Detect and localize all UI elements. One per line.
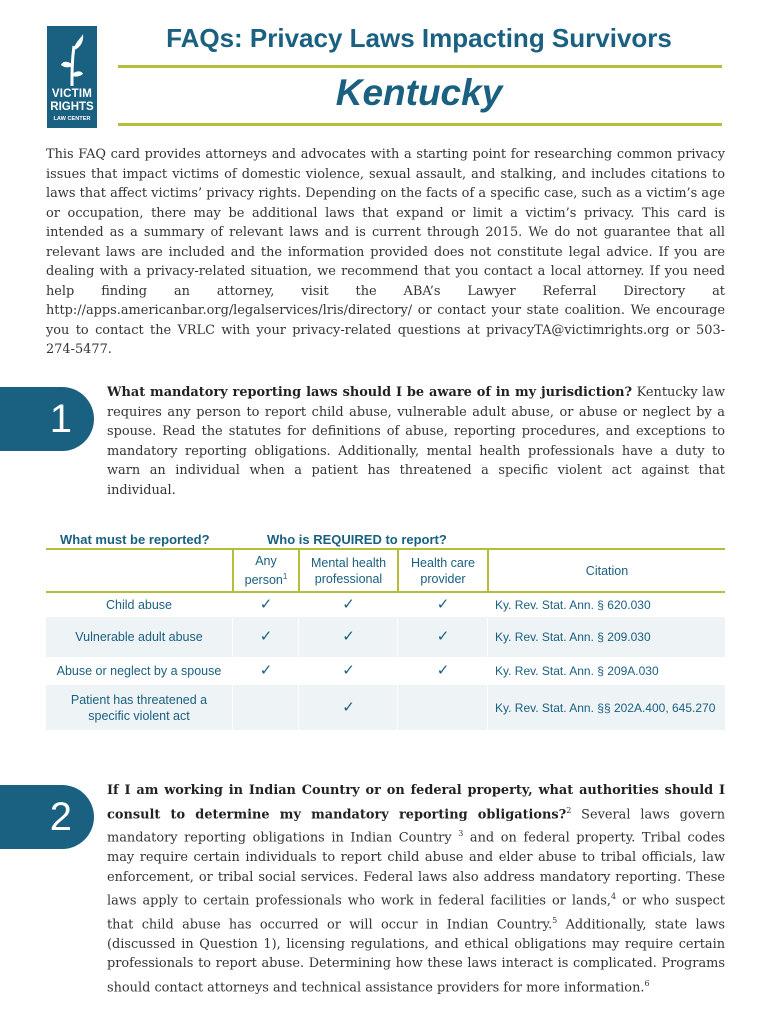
- logo-line-1: VICTIM: [51, 88, 93, 100]
- row-label-vulnerable-adult: Vulnerable adult abuse: [75, 630, 203, 644]
- footnote-ref: 6: [644, 978, 650, 988]
- question-1-answer: Kentucky law requires any person to report child abuse, vulnerable adult abuse, or abuse or neglect by a spouse. Read the statutes for definitions of abuse, reporting procedures, and exceptions to mandatory reporting obligations. Additionally, mental health professionals have a duty to warn an individual when a patient has threatened a specific violent act against that individual.: [107, 385, 725, 498]
- question-1-text: [107, 383, 725, 500]
- citation-child-abuse: Ky. Rev. Stat. Ann. § 620.030: [495, 598, 651, 612]
- table-col-sep-4: [487, 593, 488, 730]
- citation-threatened-violence: Ky. Rev. Stat. Ann. §§ 202A.400, 645.270: [495, 700, 716, 715]
- question-2-text: [107, 781, 725, 997]
- logo-line-2: RIGHTS: [50, 101, 94, 113]
- table-col-sep-2: [298, 593, 299, 730]
- state-rule: [118, 123, 722, 126]
- check-mark: ✓: [342, 596, 355, 613]
- table-top-rule: [46, 548, 725, 550]
- check-mark: ✓: [259, 662, 273, 679]
- check-mark: ✓: [436, 662, 450, 679]
- question-2-answer: or who suspect that child abuse has occurred or will occur in Indian Country.: [107, 893, 725, 933]
- footnote-ref: 4: [611, 892, 617, 902]
- check-mark: ✓: [342, 628, 355, 645]
- vrlc-logo: [47, 26, 97, 128]
- page-title: FAQs: Privacy Laws Impacting Survivors: [166, 23, 672, 53]
- check-mark: ✓: [259, 628, 273, 645]
- column-header-any-person: Any person$^1$: [244, 554, 288, 588]
- row-label-child-abuse: Child abuse: [105, 598, 172, 612]
- table-col-sep-1: [232, 593, 233, 730]
- title-rule: [118, 65, 722, 68]
- column-header-health-care: Health care provider: [411, 556, 475, 586]
- check-mark: ✓: [259, 596, 273, 613]
- check-mark: ✓: [342, 662, 355, 679]
- question-2-answer: Additionally, state laws (discussed in Question 1), licensing regulations, and ethical obligations may require certain professionals to report abuse. Determining how these laws interact is complicated. Programs should contact attorneys and technical assistance providers for more information.: [107, 917, 725, 995]
- footnote-ref: 2: [566, 805, 572, 815]
- question-number-1: 1: [0, 387, 94, 451]
- check-mark: ✓: [436, 596, 450, 613]
- logo-line-3: LAW CENTER: [53, 116, 91, 122]
- table-col-sep-3: [397, 593, 398, 730]
- table-heading-who: Who is REQUIRED to report?: [267, 532, 447, 547]
- check-mark: ✓: [342, 698, 355, 716]
- question-number-2: 2: [0, 785, 94, 849]
- sprout-icon: [57, 32, 87, 88]
- check-mark: ✓: [436, 628, 450, 645]
- column-header-citation: Citation: [585, 564, 629, 578]
- table-heading-what: What must be reported?: [60, 532, 210, 547]
- question-1-heading: What mandatory reporting laws should I be aware of in my jurisdiction?: [107, 385, 633, 400]
- column-header-mental-health: Mental health professional: [310, 556, 387, 586]
- question-2-answer: Several laws govern mandatory reporting obligations in Indian Country: [107, 806, 726, 846]
- question-2-heading: If I am working in Indian Country or on federal property, what authorities should I consult to determine my mandatory reporting obligations?: [107, 783, 725, 822]
- row-label-spouse-abuse: Abuse or neglect by a spouse: [56, 664, 222, 678]
- state-heading: Kentucky: [335, 72, 503, 113]
- footnote-ref: 3: [458, 829, 464, 839]
- citation-spouse-abuse: Ky. Rev. Stat. Ann. § 209A.030: [495, 664, 659, 678]
- citation-vulnerable-adult: Ky. Rev. Stat. Ann. § 209.030: [495, 630, 651, 644]
- footnote-ref: 5: [552, 915, 558, 925]
- intro-paragraph: This FAQ card provides attorneys and advocates with a starting point for researching common privacy issues that impact victims of domestic violence, sexual assault, and stalking, and includes citations to laws that affect victims’ privacy rights. Depending on the facts of a specific case, such as a victim’s age or occupation, there may be additional laws that expand or limit a victim’s privacy. This card is intended as a summary of relevant laws and is current through 2015. We do not guarantee that all relevant laws are included and the information provided does not constitute legal advice. If you are dealing with a privacy-related situation, we recommend that you contact a local attorney. If you need help finding an attorney, visit the ABA’s Lawyer Referral Directory at http://apps.americanbar.org/legalservices/lris/directory/ or contact your state coalition. We encourage you to contact the VRLC with your privacy-related questions at privacyTA@victimrights.org or 503-274-5477.: [46, 147, 725, 357]
- row-label-threatened-violence: Patient has threatened a specific violent act: [70, 692, 208, 723]
- question-2-answer: and on federal property. Tribal codes may require certain individuals to report child abuse and elder abuse to tribal officials, law enforcement, or tribal social services. Federal laws also address mandatory reporting. These laws apply to certain professionals who work in federal facilities or lands,: [107, 830, 725, 909]
